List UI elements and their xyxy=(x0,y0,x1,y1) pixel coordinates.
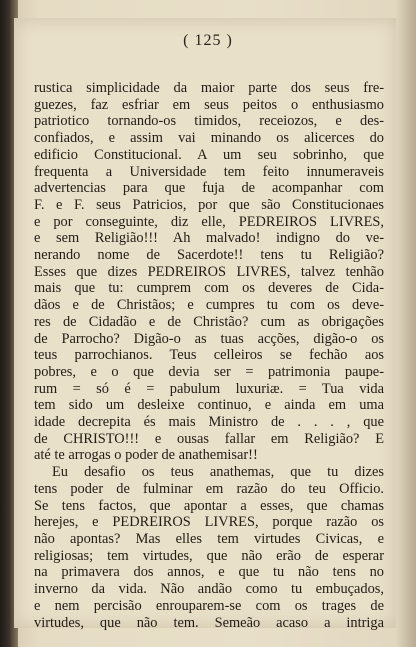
text-line: tem sido um desleixe continuo, e ainda em uma xyxy=(34,397,384,414)
text-line: rustica simplicidade da maior parte dos seus fre- xyxy=(34,80,384,96)
text-line: religiosas; tem virtudes, que não erão de esperar xyxy=(34,547,384,564)
text-line: rum = só é = pabulum luxuriæ. = Tua vida xyxy=(34,380,384,397)
text-line: tens poder de fulminar em razão do teu Officio. xyxy=(34,480,384,497)
text-line: edificio Constitucional. A um seu sobrinho, que xyxy=(34,146,384,163)
text-line: virtudes, que não tem. Semeão acaso a intriga xyxy=(34,614,384,631)
text-line: frequenta a Universidade tem feito innumeraveis xyxy=(34,163,384,180)
text-line: mais que tu: cumprem com os deveres de Cida- xyxy=(34,280,384,297)
text-line: idade decrepita és mais Ministro de . . . , que xyxy=(34,414,384,431)
text-line: guezes, faz esfriar em seus peitos o enthusiasmo xyxy=(34,96,384,113)
text-line: não apontas? Mas elles tem virtudes Civicas, e xyxy=(34,530,384,547)
text-line: Eu desafio os teus anathemas, que tu dizes xyxy=(52,464,384,481)
text-line: na primavera dos annos, e que tu não tens no xyxy=(34,564,384,581)
text-line: até te arrogas o poder de anathemisar!! xyxy=(34,447,258,464)
text-line: e sem Religião!!! Ah malvado! indigno do ve- xyxy=(34,230,384,247)
text-line: de CHRISTO!!! e ousas fallar em Religião? E xyxy=(34,430,384,447)
page-number: ( 125 ) xyxy=(183,32,233,49)
text-line: teus parrochianos. Teus celleiros se fechão aos xyxy=(34,347,384,364)
text-line: confiados, e assim vai minando os alicerces do xyxy=(34,130,384,147)
text-line: inverno da vida. Não andão como tu embuçados, xyxy=(34,581,384,598)
text-line: e nem percisão enrouparem-se com os trages de xyxy=(34,597,384,614)
text-line: patriotico tornando-os timidos, receiozos, e des- xyxy=(34,113,384,130)
text-line: de Parrocho? Digão-o as tuas acções, digão-o os xyxy=(34,330,384,347)
text-line: Se tens factos, que apontar a esses, que chamas xyxy=(34,497,384,514)
text-line: dãos e de Christãos; e cumpres tu com os deve- xyxy=(34,297,384,314)
text-line: pobres, e o que devia ser = patrimonia paupe- xyxy=(34,363,384,380)
body-text xyxy=(34,80,384,631)
text-line: herejes, e PEDREIROS LIVRES, porque razão os xyxy=(34,514,384,531)
text-line: F. e F. seus Patricios, por que são Constitucionaes xyxy=(34,196,384,213)
text-line: nerando nome de Sacerdote!! tens tu Religião? xyxy=(34,247,384,264)
text-line: e por conseguinte, diz elle, PEDREIROS LIVRES, xyxy=(34,213,384,230)
text-line: Esses que dizes PEDREIROS LIVRES, talvez tenhão xyxy=(34,263,384,280)
text-line: res de Cidadão e de Christão? cum as obrigações xyxy=(34,313,384,330)
text-line: advertencias para que fuja de acompanhar com xyxy=(34,180,384,197)
